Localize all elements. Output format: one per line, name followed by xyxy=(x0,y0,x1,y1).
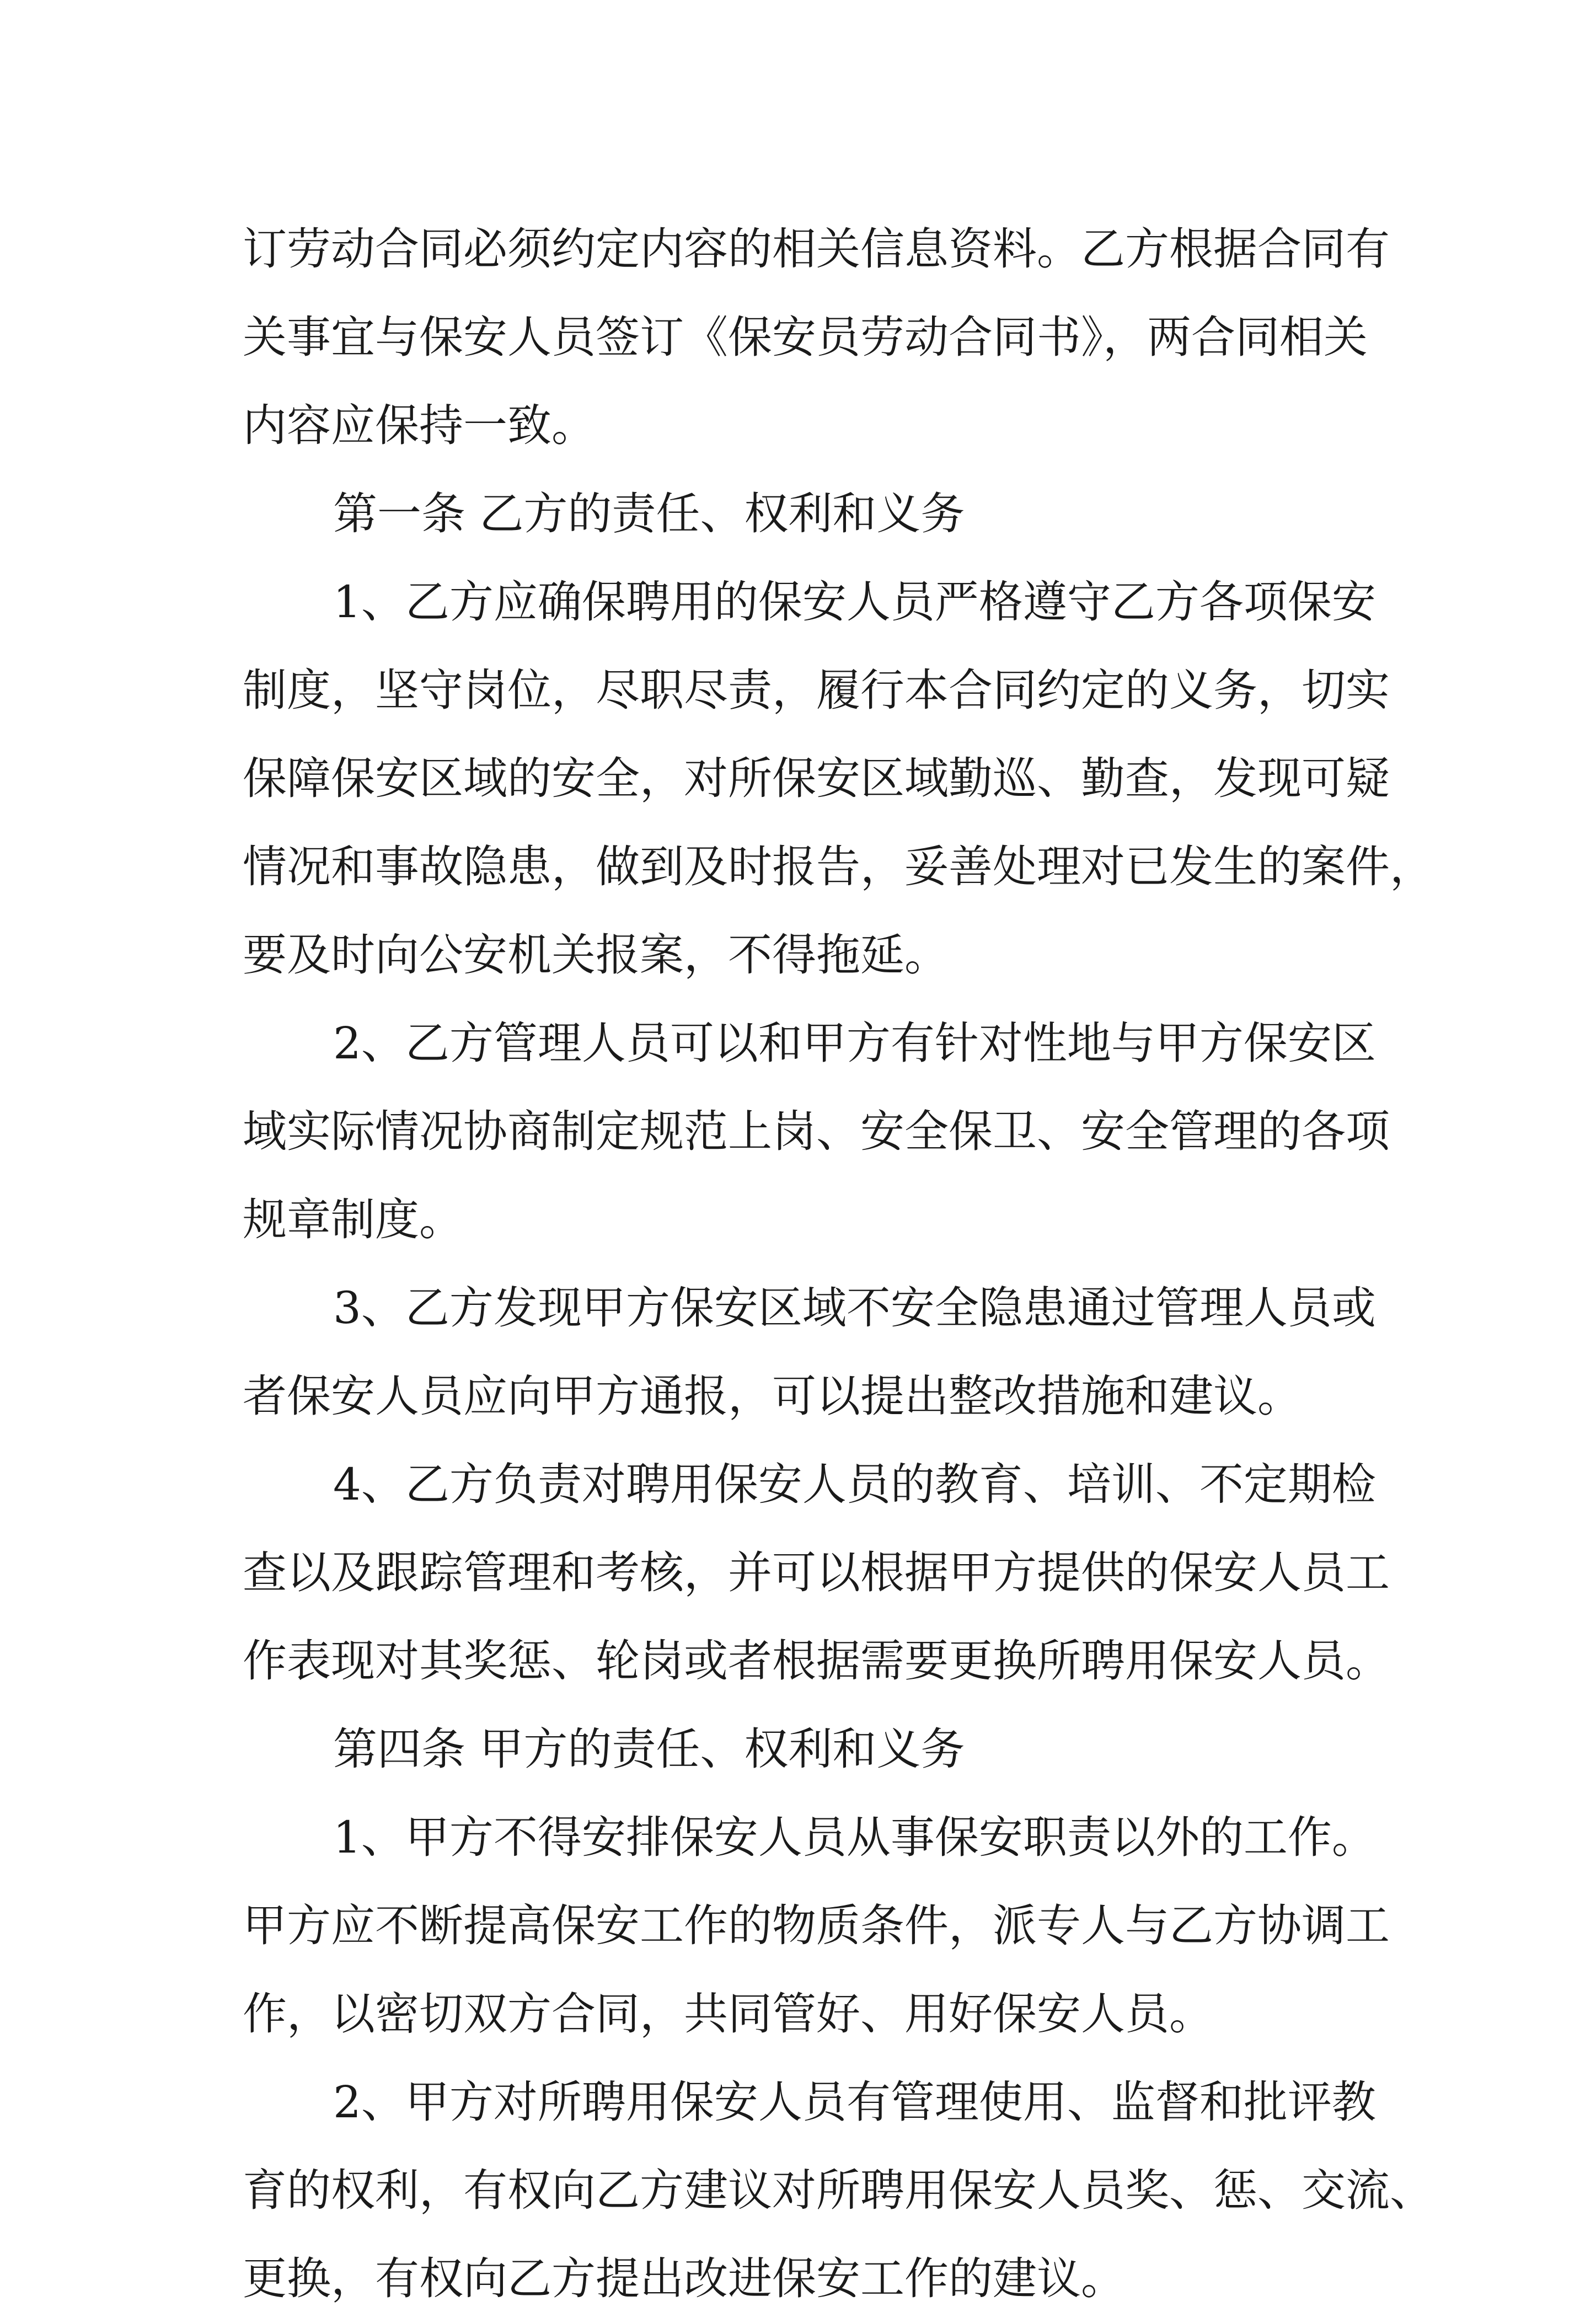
text-line: 作，以密切双方合同，共同管好、用好保安人员。 xyxy=(243,1988,1213,2040)
text-line: 查以及跟踪管理和考核，并可以根据甲方提供的保安人员工 xyxy=(243,1547,1390,1598)
text-line: 规章制度。 xyxy=(243,1194,463,1245)
text-line: 内容应保持一致。 xyxy=(243,400,596,451)
section-heading: 第四条 甲方的责任、权利和义务 xyxy=(333,1723,965,1775)
text-line: 2、甲方对所聘用保安人员有管理使用、监督和批评教 xyxy=(333,2076,1376,2128)
text-line: 2、乙方管理人员可以和甲方有针对性地与甲方保安区 xyxy=(333,1018,1376,1069)
text-line: 情况和事故隐患，做到及时报告，妥善处理对已发生的案件， xyxy=(243,841,1434,892)
document-page xyxy=(243,205,1434,2323)
text-line: 1、甲方不得安排保安人员从事保安职责以外的工作。 xyxy=(333,1812,1376,1863)
text-line: 3、乙方发现甲方保安区域不安全隐患通过管理人员或 xyxy=(333,1282,1376,1334)
text-line: 更换，有权向乙方提出改进保安工作的建议。 xyxy=(243,2253,1125,2304)
text-line: 制度，坚守岗位，尽职尽责，履行本合同约定的义务，切实 xyxy=(243,665,1390,716)
text-line: 1、乙方应确保聘用的保安人员严格遵守乙方各项保安 xyxy=(333,576,1376,628)
text-line: 作表现对其奖惩、轮岗或者根据需要更换所聘用保安人员。 xyxy=(243,1635,1390,1687)
text-line: 甲方应不断提高保安工作的物质条件，派专人与乙方协调工 xyxy=(243,1900,1390,1951)
text-line: 订劳动合同必须约定内容的相关信息资料。乙方根据合同有 xyxy=(243,223,1390,275)
text-line: 域实际情况协商制定规范上岗、安全保卫、安全管理的各项 xyxy=(243,1106,1390,1157)
text-line: 要及时向公安机关报案，不得拖延。 xyxy=(243,929,949,981)
text-line: 保障保安区域的安全，对所保安区域勤巡、勤查，发现可疑 xyxy=(243,753,1390,804)
text-line: 育的权利，有权向乙方建议对所聘用保安人员奖、惩、交流、 xyxy=(243,2165,1434,2216)
section-heading: 第一条 乙方的责任、权利和义务 xyxy=(333,488,965,539)
text-line: 者保安人员应向甲方通报，可以提出整改措施和建议。 xyxy=(243,1371,1302,1422)
text-line: 4、乙方负责对聘用保安人员的教育、培训、不定期检 xyxy=(333,1459,1376,1510)
text-line: 关事宜与保安人员签订《保安员劳动合同书》，两合同相关 xyxy=(243,312,1368,363)
